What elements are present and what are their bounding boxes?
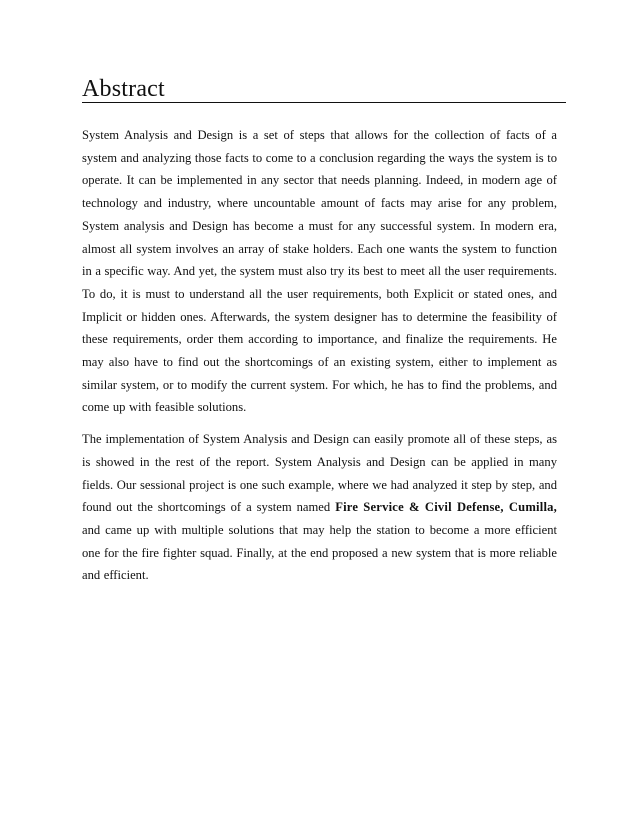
- heading-text: Abstract: [82, 76, 165, 102]
- abstract-body: [82, 124, 557, 596]
- paragraph-1: System Analysis and Design is a set of steps that allows for the collection of facts of a system and analyzing those facts to come to a conclusion regarding the ways the system is to operate. It can be implemented in any sector that needs planning. Indeed, in modern age of technology and industry, where uncountable amount of facts may arise for any problem, System analysis and Design has become a must for any successful system. In modern era, almost all system involves an array of stake holders. Each one wants the system to function in a specific way. And yet, the system must also try its best to meet all the user requirements. To do, it is must to understand all the user requirements, both Explicit or stated ones, and Implicit or hidden ones. Afterwards, the system designer has to determine the feasibility of these requirements, order them according to importance, and finalize the requirements. He may also have to find out the shortcomings of an existing system, either to implement as similar system, or to modify the current system. For which, he has to find the problems, and come up with feasible solutions.: [82, 128, 557, 415]
- abstract-heading: [82, 76, 566, 103]
- paragraph-2: [82, 428, 557, 587]
- paragraph-2-text-before: The implementation of System Analysis and Design can easily promote all of these steps, as is showed in the rest of the report. System Analysis and Design can be applied in many fields. Our sessional project is one such example, where we had analyzed it step by step, and found out the shortcomings of a system named: [82, 432, 557, 515]
- organization-name: Fire Service & Civil Defense, Cumilla,: [335, 500, 557, 515]
- paragraph-2-text-after: and came up with multiple solutions that may help the station to become a more efficient one for the fire fighter squad. Finally, at the end proposed a new system that is more reliable and efficient.: [82, 522, 557, 583]
